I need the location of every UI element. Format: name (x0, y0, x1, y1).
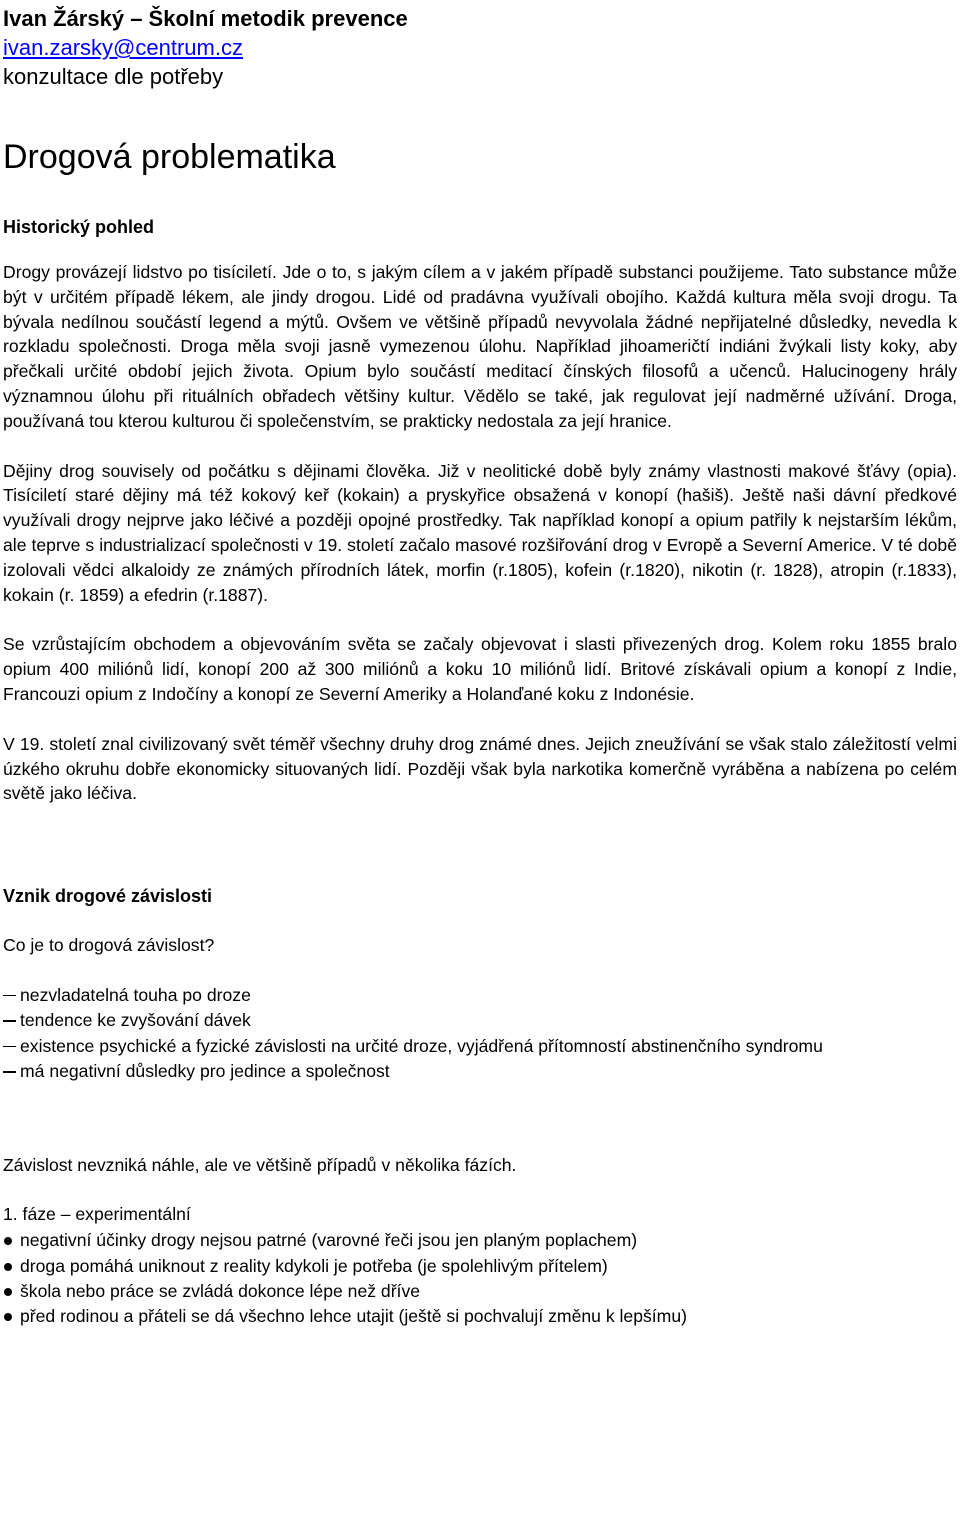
bullet-icon (4, 1263, 12, 1271)
section-heading-history: Historický pohled (3, 217, 155, 237)
list-item (3, 1034, 957, 1059)
list-item-text: existence psychické a fyzické závislosti na určité droze, vyjádřená přítomností abstinenčního syndromu (20, 1035, 823, 1056)
list-item-text: tendence ke zvyšování dávek (20, 1010, 251, 1031)
list-item (3, 1304, 957, 1329)
dash-bullet-icon (3, 1020, 16, 1022)
list-item-text: před rodinou a přáteli se dá všechno lehce utajit (ještě si pochvalují změnu k lepšímu) (20, 1306, 687, 1327)
list-item (3, 1254, 957, 1279)
history-paragraph-2: Dějiny drog souvisely od počátku s dějinami člověka. Již v neolitické době byly známy vlastnosti makové šťávy (opia). Tisíciletí staré dějiny má též kokový keř (kokain) a pryskyřice obsažená v konopí (hašiš). Ještě naši dávní předkové využívali drogy nejprve jako léčivé a později opojné prostředky. Tak například konopí a opium patřily k nejstarším lékům, ale teprve s industrializací společnosti v 19. století začalo masové rozšiřování drog v Evropě a Severní Americe. V té době izolovali vědci alkaloidy ze známých přírodních látek, morfin (r.1805), kofein (r.1820), nikotin (r. 1828), atropin (r.1833), kokain (r. 1859) a efedrin (r.1887). (3, 460, 957, 605)
list-item (3, 1059, 957, 1084)
bullet-icon (4, 1313, 12, 1321)
definition-list (3, 983, 957, 1085)
page-title: Drogová problematika (3, 138, 336, 176)
history-paragraph-3: Se vzrůstajícím obchodem a objevováním světa se začaly objevovat i slasti přivezených drog. Kolem roku 1855 bralo opium 400 miliónů lidí, konopí 200 až 300 miliónů a koku 10 miliónů lidí. Britové získávali opium a konopí z Indie, Francouzi opium z Indočíny a konopí ze Severní Ameriky a Holanďané koku z Indonésie. (3, 634, 957, 704)
history-paragraph-1: Drogy provázejí lidstvo po tisíciletí. Jde o to, s jakým cílem a v jakém případě substanci použijeme. Tato substance může být v určitém případě lékem, ale jindy drogou. Lidé od pradávna využívali obojího. Každá kultura měla svoji drogu. Ta bývala nedílnou součástí legend a mýtů. Ovšem ve většině případů nevyvolala žádné nepřijatelné důsledky, nevedla k rozkladu společnosti. Droga měla svoji jasně vymezenou úlohu. Například jihoameričtí indiáni žvýkali listy koky, aby přečkali určité období jejich života. Opium bylo součástí meditací čínských filosofů a učenců. Halucinogeny hrály významnou úlohu při rituálních obřadech většiny kultur. Vědělo se také, jak regulovat její nadměrné užívání. Droga, používaná tou kterou kulturou či společenstvím, se prakticky nedostala za její hranice. (3, 262, 957, 431)
list-item-text: má negativní důsledky pro jedince a společnost (20, 1061, 390, 1082)
bullet-icon (4, 1288, 12, 1296)
phase-1-list (3, 1228, 957, 1330)
list-item (3, 1008, 957, 1033)
history-paragraph-4: V 19. století znal civilizovaný svět téměř všechny druhy drog známé dnes. Jejich zneužívání se však stalo záležitostí velmi úzkého okruhu dobře ekonomicky situovaných lidí. Později však byla narkotika komerčně vyráběna a nabízena po celém světě jako léčiva. (3, 733, 957, 804)
list-item (3, 983, 957, 1008)
dash-bullet-icon (3, 1071, 16, 1073)
list-item (3, 1228, 957, 1253)
dash-bullet-icon (3, 1046, 16, 1048)
phases-intro: Závislost nevzniká náhle, ale ve většině případů v několika fázích. (3, 1154, 517, 1175)
list-item-text: škola nebo práce se zvládá dokonce lépe než dříve (20, 1280, 421, 1301)
list-item (3, 1279, 957, 1304)
list-item-text: nezvladatelná touha po droze (20, 984, 251, 1005)
section-heading-dependence: Vznik drogové závislosti (3, 886, 213, 907)
dependence-question: Co je to drogová závislost? (3, 935, 215, 956)
email-link[interactable]: ivan.zarsky@centrum.cz (3, 35, 243, 60)
document-page (3, 4, 957, 1330)
phase-1-title: 1. fáze – experimentální (3, 1204, 191, 1225)
list-item-text: droga pomáhá uniknout z reality kdykoli je potřeba (je spolehlivým přítelem) (20, 1255, 608, 1276)
consultation-note: konzultace dle potřeby (3, 64, 224, 89)
author-name: Ivan Žárský – Školní metodik prevence (3, 6, 408, 31)
dash-bullet-icon (3, 995, 16, 997)
list-item-text: negativní účinky drogy nejsou patrné (varovné řeči jsou jen planým poplachem) (20, 1230, 638, 1251)
bullet-icon (4, 1237, 12, 1245)
